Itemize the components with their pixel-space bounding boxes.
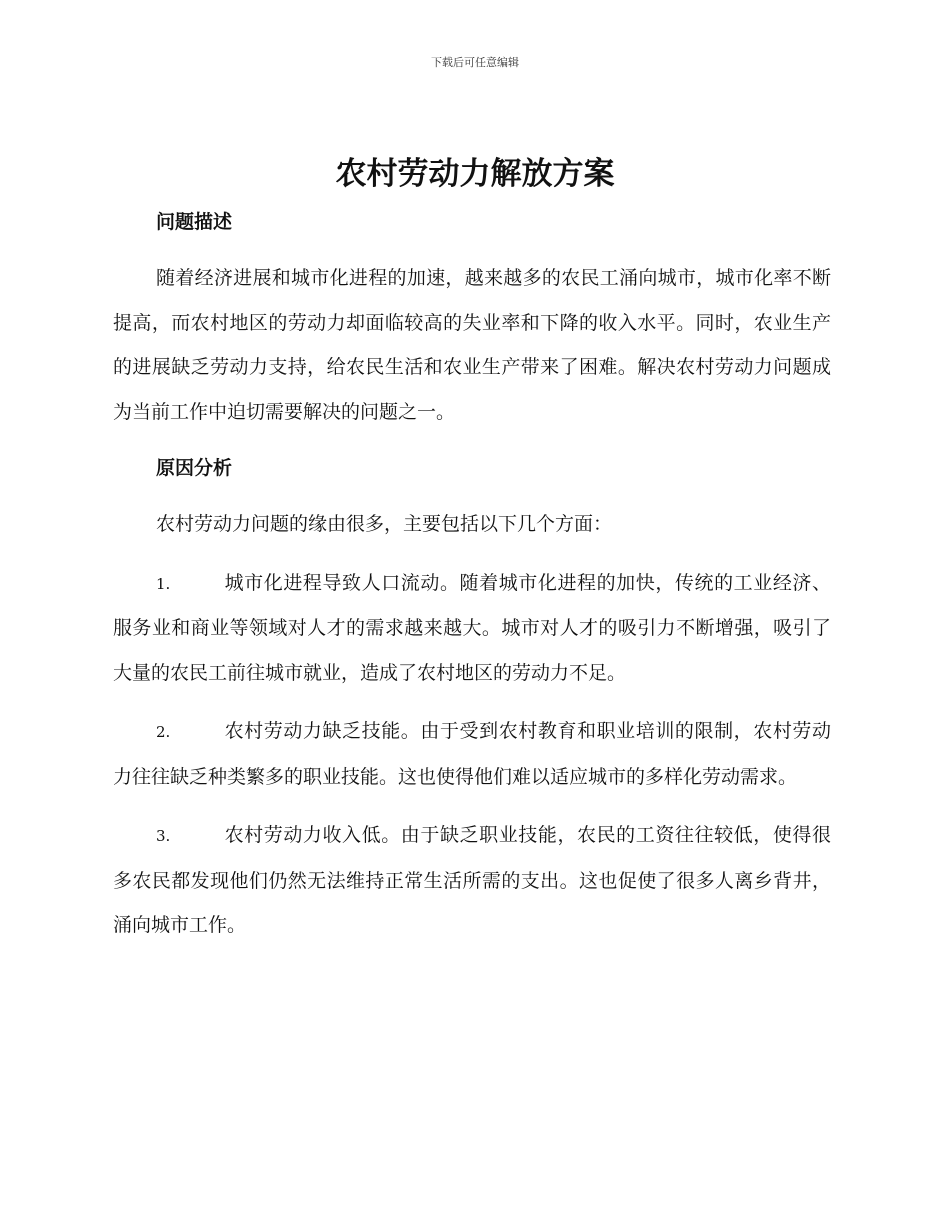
list-item-text: 城市化进程导致人口流动。随着城市化进程的加快，传统的工业经济、服务业和商业等领域对人才的需求越来越大。城市对人才的吸引力不断增强，吸引了大量的农民工前往城市就业，造成了农村地区的劳动力不足。 [113,571,831,684]
section-heading-problem: 问题描述 [156,211,233,233]
list-item [113,709,831,799]
document-body [113,202,831,948]
list-item-text: 农村劳动力收入低。由于缺乏职业技能，农民的工资往往较低，使得很多农民都发现他们仍然无法维持正常生活所需的支出。这也促使了很多人离乡背井，涌向城市工作。 [113,824,831,936]
list-item-number: 2. [156,723,171,741]
list-item-text: 农村劳动力缺乏技能。由于受到农村教育和职业培训的限制，农村劳动力往往缺乏种类繁多的职业技能。这也使得他们难以适应城市的多样化劳动需求。 [113,720,831,788]
list-item [113,561,831,696]
document-title: 农村劳动力解放方案 [335,156,615,192]
list-item [113,813,831,948]
page-header-note: 下载后可任意编辑 [431,56,519,69]
list-item-number: 3. [156,827,171,845]
list-item-number: 1. [156,574,171,593]
paragraph-problem: 随着经济进展和城市化进程的加速，越来越多的农民工涌向城市，城市化率不断提高，而农村地区的劳动力却面临较高的失业率和下降的收入水平。同时，农业生产的进展缺乏劳动力支持，给农民生活和农业生产带来了困难。解决农村劳动力问题成为当前工作中迫切需要解决的问题之一。 [113,267,831,423]
section-heading-causes: 原因分析 [156,457,233,479]
paragraph-causes-intro: 农村劳动力问题的缘由很多，主要包括以下几个方面： [156,513,613,535]
